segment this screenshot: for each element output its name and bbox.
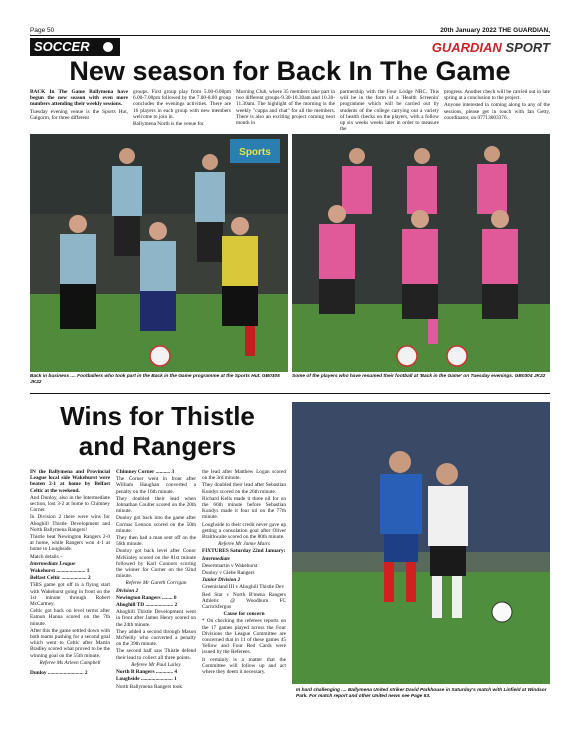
- story2-column-2: Chimney Corner ........... 3 The Corner went in front after William Haughan converted a penalty on the 16th minute. They doubled their lead when Johnathan Coulter scored on the 20th minute. Dunloy got back into the game after Cormac Lennon scored on the 50th minute. They then had a man sent off on the 56th minute. Dunloy got back level after Conor McKinley scored on the 81st minute followed by Karl Connors scoring the winner for Corner on the 92nd minute. Referee Mr Gareth Corrigan Division 2 Newington Rangers ........ 0 Ahoghill TD ..................... 2 Ahoghill Thistle Development went in front after James Henry scored on the 24th minute. They added a second through Mason McNeilly who converted a penalty on the 39th minute. The second half saw Thistle defend their lead to collect all three points. Referee Mr Paul Lailey North B Rangers ............. 4 Loughside ........................ 1 North Ballymena Rangers took: [116, 469, 196, 690]
- story1-column-3: Morning Club, where 35 members take part in two different groups-9.30-10.30am and 10.30-11.30am. The highlight of the morning is the weekly "cuppa and chat" for all the members. There is also an exciting project coming next month in: [236, 89, 335, 127]
- headline-story2: Wins for Thistle and Rangers: [60, 401, 255, 461]
- story1-column-2: groups. First group play from 5.00-6.00pm 6.00-7.00pm followed by the 7.00-8.00 group concludes the evenings activities. There are 16 players in each group with new members welcome to join in. Ballymena North is the venue for: [133, 89, 231, 128]
- story1-column-1: BACK In The Game Ballymena have begun the new season with even more numbers attending their weekly sessions. Tuesday evening venue is the Sports Hut, Galgorm, for three different: [30, 89, 128, 121]
- caption-photo-2: Some of the players who have resumed their football at 'Back in the Game' on Tuesday evenings. GB0304 JK22: [292, 374, 546, 379]
- issue-date: 20th January 2022 THE GUARDIAN,: [440, 27, 550, 34]
- story1-column-4: partnership with the Four Lodge NRC. This will be in the form of a 'Health Screenin' programme which will be carried out by students of the college carrying out a variety of health checks on the players, with a follow up six weeks weeks later in order to measure the: [340, 89, 439, 133]
- page-number: Page 50: [30, 27, 55, 34]
- section-tag-soccer: SOCCER: [30, 38, 120, 56]
- section-divider: [30, 393, 550, 394]
- story2-column-3: the lead after Matthew Logan scored on the 3rd minute. They doubled their lead after Sebastian Kundys scored on the 26th minute. Richard Kells made it three nil for on the 66th minute before Sebastian Kundys made it four nil on the 77th minute. Loughside to their credit never gave up getting a consolation goal after Oliver Braithwaite scored on the 80th minute. Referee Mr Jamie Mairs FIXTURES Saturday 22nd January: Intermediate Desertmartin v Wakehurst Dunloy v Glebe Rangers Junior Division 2 Greenisland III v Ahoghill Thistle Dev Red Star v North B'mena Rangers Athletic @ Woodburn FC Carrickfergus Cause for concern * On checking the referees reports on the 17 games played across the Four Divisions the League Committee are concerned that in 11 of these games 45 Yellow and Four Red Cards were issued by the Referees. It certainly is a matter that the Committee will follow up and act where they deem it necessary.: [202, 469, 286, 676]
- photo-back-in-the-game: [292, 134, 550, 372]
- header-rule: [30, 35, 550, 36]
- section-tag-guardian-sport: GUARDIAN SPORT: [431, 40, 550, 55]
- sports-hut-sign: Sports: [239, 147, 271, 158]
- story2-column-1: IN the Ballymena and Provincial League local side Wakehurst were beaten 2-1 at home by Belfast Celtic at the weekend. And Dunloy, also in the Intermediate section, lost 3-2 at home to Chimney Corner. In Division 2 there were wins for Ahoghill Thistle Development and North Ballymena Rangers! Thistle beat Newington Rangers 2-0 at home, while Rangers won 4-1 at home to Loughside. Match details - Intermediate League Wakehurst ...................... 1 Belfast Celtic ................... 2 THIS game got off to a flying start with Wakehurst going in front on the 1st minute through Robert McCartney. Celtic got back on level terms after Eamon Hanna scored on the 7th minute. After this the game settled down with both teams pushing for a second goal which went to Celtic after Martin Bradley scored what proved to be the winning goal on the 55th minute. Referee Ms Arleen Campbell Dunloy ........................... 2: [30, 469, 110, 677]
- football-icon: [102, 41, 114, 53]
- photo-match-action: [292, 402, 550, 684]
- photo-back-in-business: [30, 134, 288, 372]
- story1-column-5: progress. Another check will be carried out in late spring at a conclusion to the project. Anyone interested in coming along to any of the sessions, please get in touch with Ian Getty, coordinator, on 07713003376.: [444, 89, 550, 121]
- caption-photo-1: Back in business .... Footballers who took part in the Back in the Game programme at the Sports Hut. GB0305 JK22: [30, 374, 280, 385]
- caption-photo-3: In hard challenging .... Ballymena United striker David Parkhouse in Saturday's match with Linfield at Windsor Park. For match report and other United news see Page 53.: [296, 688, 547, 699]
- headline-story1: New season for Back In The Game: [69, 56, 511, 86]
